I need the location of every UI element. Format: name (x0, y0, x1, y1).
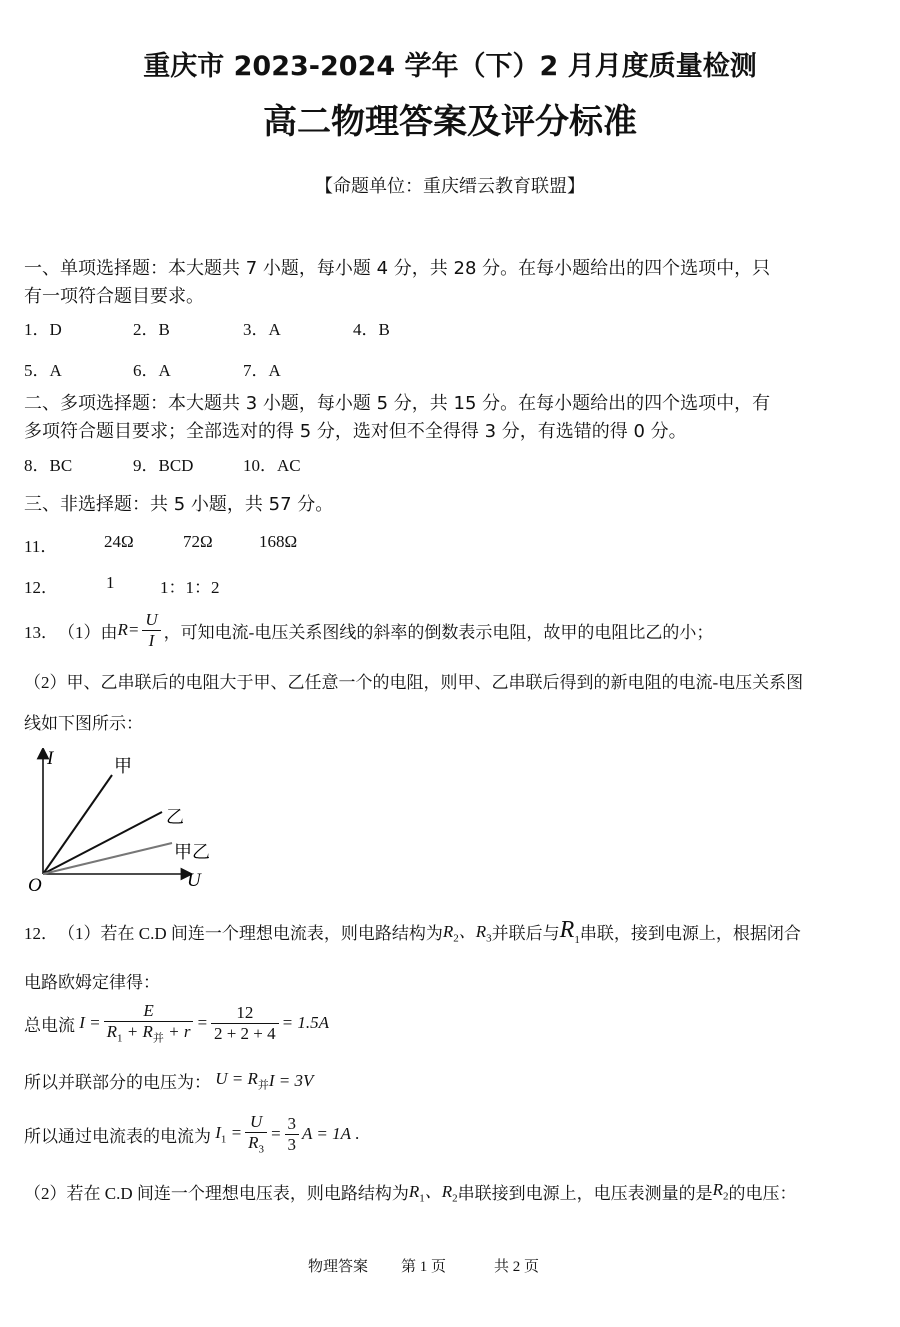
total-current-result: = 1.5A (281, 1013, 330, 1032)
q12b-part2-b: 串联接到电源上，电压表测量的是 (457, 1183, 713, 1203)
q11-number: 11． (24, 537, 58, 556)
total-current-label: 总电流 (24, 1015, 75, 1035)
q12b-part1-c: 串联，接到电源上，根据闭合 (579, 923, 801, 943)
q13-number: 13． (24, 622, 58, 642)
answer-2: 2．B (133, 320, 170, 339)
line-yi-label: 乙 (166, 807, 184, 828)
total-current-denominator-2: 2 + 2 + 4 (213, 1023, 276, 1043)
ammeter-current-lhs: $I_1$ = (211, 1122, 243, 1146)
total-current-numerator-1: E (104, 1001, 194, 1022)
section1-heading-line2: 有一项符合题目要求。 (24, 286, 204, 307)
ammeter-current-formula (24, 1108, 359, 1160)
equals-sign: = (196, 1013, 208, 1032)
iu-graph (22, 748, 222, 893)
total-current-fraction-1 (104, 1001, 194, 1045)
x-axis-label: U (187, 870, 201, 891)
total-current-formula (24, 997, 329, 1049)
q13-formula-numerator: U (142, 610, 160, 631)
total-current-lhs: I = (75, 1013, 101, 1032)
parallel-voltage-formula (24, 1068, 313, 1093)
q13-formula-eq: = (127, 620, 140, 639)
q11-value-3: 168Ω (259, 532, 298, 551)
q12a-number: 12． (24, 578, 58, 597)
symbol-r2: $R_2$ (712, 1179, 729, 1203)
document-title: 重庆市 2023-2024 学年（下）2 月月度质量检测 (143, 51, 757, 82)
q13-formula-fraction (142, 610, 160, 650)
q12b-part2-a: （2）若在 C.D 间连一个理想电压表，则电路结构为 (24, 1183, 409, 1203)
answer-7: 7．A (243, 361, 281, 380)
equals-sign-2: = (270, 1124, 282, 1143)
section1-heading-line1: 一、单项选择题：本大题共 7 小题，每小题 4 分，共 28 分。在每小题给出的四个选项中，只 (24, 258, 771, 279)
footer-subject: 物理答案 (308, 1259, 369, 1275)
document-subtitle: 高二物理答案及评分标准 (263, 102, 637, 142)
symbol-r2-r3: $R_2$、$R_3$ (442, 922, 492, 945)
symbol-r1: $R_1$ (559, 916, 580, 946)
answer-10: 10．AC (243, 456, 301, 475)
q12a-value-1: 1 (106, 573, 115, 592)
issuing-unit: 【命题单位：重庆缙云教育联盟】 (315, 176, 585, 196)
section2-heading-line2: 多项符合题目要求；全部选对的得 5 分，选对但不全得得 3 分，有选错的得 0 分。 (24, 421, 687, 442)
answer-9: 9．BCD (133, 456, 194, 475)
total-current-denominator-1: $R_1 + R_并 + r$ (106, 1021, 191, 1045)
ammeter-denominator-2: 3 (287, 1134, 297, 1154)
q13-formula-denominator: I (148, 630, 155, 650)
q11-value-2: 72Ω (183, 532, 213, 551)
q13-part1-prefix: （1）由 (58, 622, 118, 642)
q13-part1 (24, 606, 713, 654)
parallel-voltage-lhs: $U = R_并$ (211, 1068, 269, 1092)
ammeter-fraction-2 (285, 1114, 300, 1154)
footer-page: 第 1 页 (401, 1259, 447, 1275)
answer-1: 1．D (24, 320, 62, 339)
q13-part2-line1: （2）甲、乙串联后的电阻大于甲、乙任意一个的电阻，则甲、乙串联后得到的新电阻的电流-电压关系图 (24, 673, 804, 692)
q12b-part1-line1 (24, 916, 801, 946)
ammeter-current-label: 所以通过电流表的电流为 (24, 1126, 211, 1146)
ammeter-numerator-1: U (245, 1112, 267, 1133)
ammeter-current-result: A = 1A (302, 1124, 351, 1143)
answer-5: 5．A (24, 361, 62, 380)
q12b-part2 (24, 1176, 797, 1206)
line-yi (43, 812, 162, 874)
line-jia-label: 甲 (114, 756, 132, 777)
q11-value-1: 24Ω (104, 532, 134, 551)
ammeter-numerator-2: 3 (285, 1114, 300, 1135)
symbol-r1-r2: $R_1$、$R_2$ (408, 1182, 458, 1205)
answer-4: 4．B (353, 320, 390, 339)
parallel-voltage-label: 所以并联部分的电压为： (24, 1073, 211, 1092)
section2-heading-line1: 二、多项选择题：本大题共 3 小题，每小题 5 分，共 15 分。在每小题给出的四个选项中，有 (24, 393, 771, 414)
answer-6: 6．A (133, 361, 171, 380)
footer-total: 共 2 页 (494, 1259, 540, 1275)
origin-label: O (28, 875, 42, 893)
q13-part1-suffix: ，可知电流-电压关系图线的斜率的倒数表示电阻，故甲的电阻比乙的小； (163, 622, 714, 642)
q12b-part1-b: 并联后与 (491, 923, 560, 943)
answer-8: 8．BC (24, 456, 73, 475)
ammeter-fraction-1 (245, 1112, 267, 1156)
total-current-numerator-2: 12 (211, 1003, 279, 1024)
q12b-part1-a: （1）若在 C.D 间连一个理想电流表，则电路结构为 (58, 923, 443, 943)
total-current-fraction-2 (211, 1003, 279, 1043)
q12b-number: 12． (24, 923, 58, 943)
q12b-part2-c: 的电压： (728, 1183, 797, 1203)
answer-3: 3．A (243, 320, 281, 339)
q13-formula-lhs: R (117, 620, 128, 639)
ammeter-denominator-1: $R_3$ (248, 1132, 265, 1156)
q12a-value-2: 1：1：2 (160, 578, 220, 597)
section3-heading: 三、非选择题：共 5 小题，共 57 分。 (24, 494, 334, 515)
line-jiayi-label: 甲乙 (174, 842, 210, 863)
y-axis-label: I (47, 748, 54, 769)
q13-part2-line2: 线如下图所示： (24, 714, 143, 733)
q12b-part1-line2: 电路欧姆定律得： (24, 973, 160, 992)
ammeter-current-end: . (354, 1124, 360, 1143)
parallel-voltage-result: I = 3V (268, 1070, 314, 1090)
